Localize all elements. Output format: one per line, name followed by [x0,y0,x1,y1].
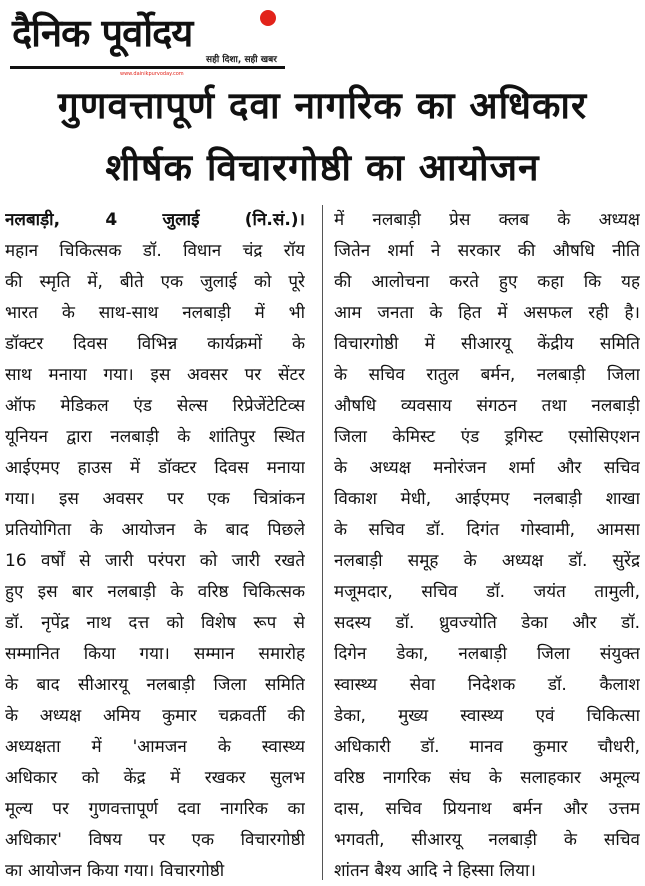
article-text-line: सम्मानित किया गया। सम्मान समारोह [5,644,305,664]
article-text-line: के अध्यक्ष अमिय कुमार चक्रवर्ती की [5,706,305,726]
article-text-line: हुए इस बार नलबाड़ी के वरिष्ठ चिकित्सक [5,582,305,602]
article-text-line: आम जनता के हित में असफल रही है। [334,303,640,323]
newspaper-tagline: सही दिशा, सही खबर [206,55,277,65]
article-text-line: आईएमए हाउस में डॉक्टर दिवस मनाया [5,458,305,478]
article-text-line: जितेन शर्मा ने सरकार की औषधि नीति [334,241,640,261]
article-text-line: डॉक्टर दिवस विभिन्न कार्यक्रमों के [5,334,305,354]
article-text-line: मजूमदार, सचिव डॉ. जयंत तामुली, [334,582,640,602]
article-dateline: नलबाड़ी, 4 जुलाई (नि.सं.)। [5,210,305,230]
article-text-line: मूल्य पर गुणवत्तापूर्ण दवा नागरिक का [5,799,305,819]
article-text-line: विकाश मेधी, आईएमए नलबाड़ी शाखा [334,489,640,509]
article-text-line: की स्मृति में, बीते एक जुलाई को पूरे [5,272,305,292]
article-text-line: अधिकारी डॉ. मानव कुमार चौधरी, [334,737,640,757]
article-text-line: का आयोजन किया गया। विचारगोष्ठी [5,861,225,881]
article-column-left [5,205,305,885]
article-text-line: साथ मनाया गया। इस अवसर पर सेंटर [5,365,305,385]
article-text-line: विचारगोष्ठी में सीआरयू केंद्रीय समिति [334,334,640,354]
article-text-line: अधिकार' विषय पर एक विचारगोष्ठी [5,830,305,850]
article-text-line: स्वास्थ्य सेवा निदेशक डॉ. कैलाश [334,675,640,695]
article-text-line: अध्यक्षता में 'आमजन के स्वास्थ्य [5,737,305,757]
article-text-line: के सचिव रातुल बर्मन, नलबाड़ी जिला [334,365,640,385]
article-text-line: डॉ. नृपेंद्र नाथ दत्त को विशेष रूप से [5,613,305,633]
article-text-line: सदस्य डॉ. ध्रुवज्योति डेका और डॉ. [334,613,640,633]
article-text-line: यूनियन द्वारा नलबाड़ी के शांतिपुर स्थित [5,427,305,447]
article-column-right [334,205,640,885]
article-text-line: वरिष्ठ नागरिक संघ के सलाहकार अमूल्य [334,768,640,788]
article-text-line: दास, सचिव प्रियनाथ बर्मन और उत्तम [334,799,640,819]
article-text-line: भगवती, सीआरयू नलबाड़ी के सचिव [334,830,640,850]
newspaper-url: www.dainikpurvoday.com [120,71,184,77]
article-text-line: की आलोचना करते हुए कहा कि यह [334,272,640,292]
article-text-line: में नलबाड़ी प्रेस क्लब के अध्यक्ष [334,210,640,230]
headline-line-1: गुणवत्तापूर्ण दवा नागरिक का अधिकार [57,84,588,127]
article-text-line: महान चिकित्सक डॉ. विधान चंद्र रॉय [5,241,305,261]
article-text-line: 16 वर्षों से जारी परंपरा को जारी रखते [5,551,305,571]
masthead [10,6,300,77]
masthead-rule [10,66,285,69]
article-text-line: औषधि व्यवसाय संगठन तथा नलबाड़ी [334,396,640,416]
column-divider [322,205,323,880]
newspaper-logo-title: दैनिक पूर्वोदय [12,11,193,55]
article-text-line: अधिकार को केंद्र में रखकर सुलभ [5,768,305,788]
article-text-line: के बाद सीआरयू नलबाड़ी जिला समिति [5,675,305,695]
headline-line-2: शीर्षक विचारगोष्ठी का आयोजन [105,146,540,189]
article-text-line: दिगेन डेका, नलबाड़ी जिला संयुक्त [334,644,640,664]
article-text-line: के अध्यक्ष मनोरंजन शर्मा और सचिव [334,458,640,478]
article-text-line: प्रतियोगिता के आयोजन के बाद पिछले [5,520,305,540]
logo-red-dot-icon [260,10,276,26]
article-text-line: गया। इस अवसर पर एक चित्रांकन [5,489,305,509]
article-text-line: के सचिव डॉ. दिगंत गोस्वामी, आमसा [334,520,640,540]
article-text-line: ऑफ मेडिकल एंड सेल्स रिप्रेजेंटेटिव्स [5,396,305,416]
article-text-line: भारत के साथ-साथ नलबाड़ी में भी [5,303,305,323]
article-text-line: जिला केमिस्ट एंड ड्रगिस्ट एसोसिएशन [334,427,640,447]
article-text-line: शांतन बैश्य आदि ने हिस्सा लिया। [334,861,536,881]
article-text-line: डेका, मुख्य स्वास्थ्य एवं चिकित्सा [334,706,640,726]
article-text-line: नलबाड़ी समूह के अध्यक्ष डॉ. सुरेंद्र [334,551,640,571]
